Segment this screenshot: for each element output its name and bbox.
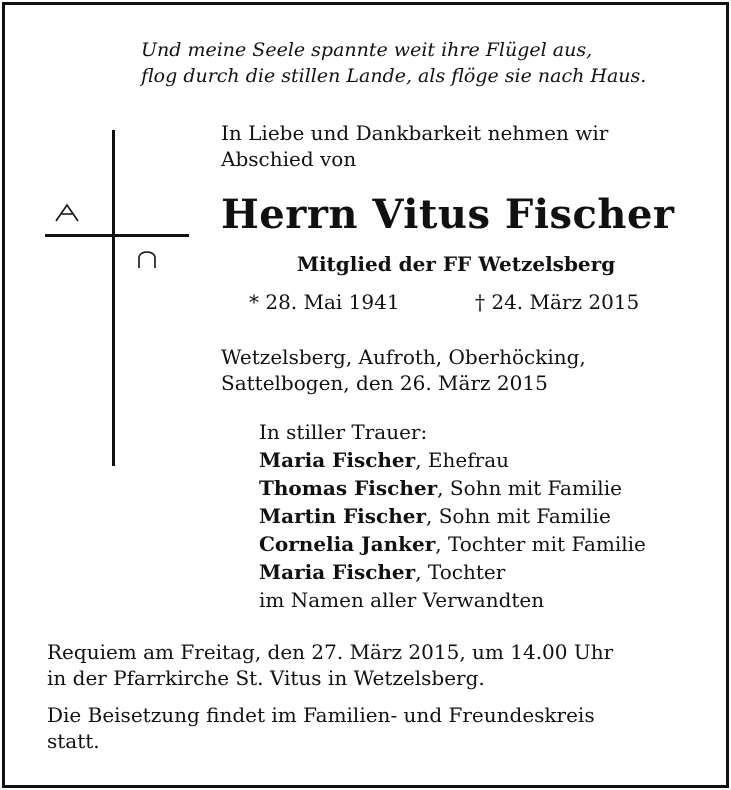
intro-text [221,120,608,172]
place-line-1: Wetzelsberg, Aufroth, Oberhöcking, [221,345,586,369]
obituary-notice [2,2,729,788]
burial-line-2: statt. [47,729,100,753]
mourner-row [259,474,646,502]
cross-vertical-beam [112,130,115,466]
mourner-name: Maria Fischer [259,448,416,472]
mourners-block [259,418,646,614]
mourner-name: Martin Fischer [259,504,427,528]
mourning-heading: In stiller Trauer: [259,420,428,444]
burial-line-1: Die Beisetzung findet im Familien- und Freundeskreis [47,703,595,727]
requiem-line-2: in der Pfarrkirche St. Vitus in Wetzelsberg. [47,666,485,690]
omega-icon [133,245,161,273]
mourner-row [259,502,646,530]
cross-horizontal-beam [45,234,189,237]
mourner-relation: , Ehefrau [415,448,510,472]
mourner-relation: , Tochter [415,560,506,584]
mourner-row [259,446,646,474]
mourner-name: Maria Fischer [259,560,416,584]
mourner-row [259,530,646,558]
place-and-date [221,344,586,396]
alpha-icon [53,199,81,227]
place-line-2: Sattelbogen, den 26. März 2015 [221,371,548,395]
birth-date: * 28. Mai 1941 [249,290,400,314]
mourning-closing: im Namen aller Verwandten [259,588,545,612]
mourner-row [259,558,646,586]
mourner-name: Cornelia Janker [259,532,436,556]
mourner-name: Thomas Fischer [259,476,438,500]
mourner-relation: , Sohn mit Familie [437,476,622,500]
requiem-info [47,639,613,691]
intro-line-1: In Liebe und Dankbarkeit nehmen wir [221,121,609,145]
mourner-relation: , Tochter mit Familie [435,532,646,556]
mourner-relation: , Sohn mit Familie [426,504,611,528]
intro-line-2: Abschied von [221,147,357,171]
deceased-name: Herrn Vitus Fischer [221,191,675,238]
poem-line-1: Und meine Seele spannte weit ihre Flügel aus, [141,39,593,61]
membership: Mitglied der FF Wetzelsberg [296,252,616,276]
burial-info [47,702,595,754]
requiem-line-1: Requiem am Freitag, den 27. März 2015, um 14.00 Uhr [47,640,614,664]
death-date: † 24. März 2015 [475,290,640,314]
poem-line-2: flog durch die stillen Lande, als flöge sie nach Haus. [141,65,647,87]
